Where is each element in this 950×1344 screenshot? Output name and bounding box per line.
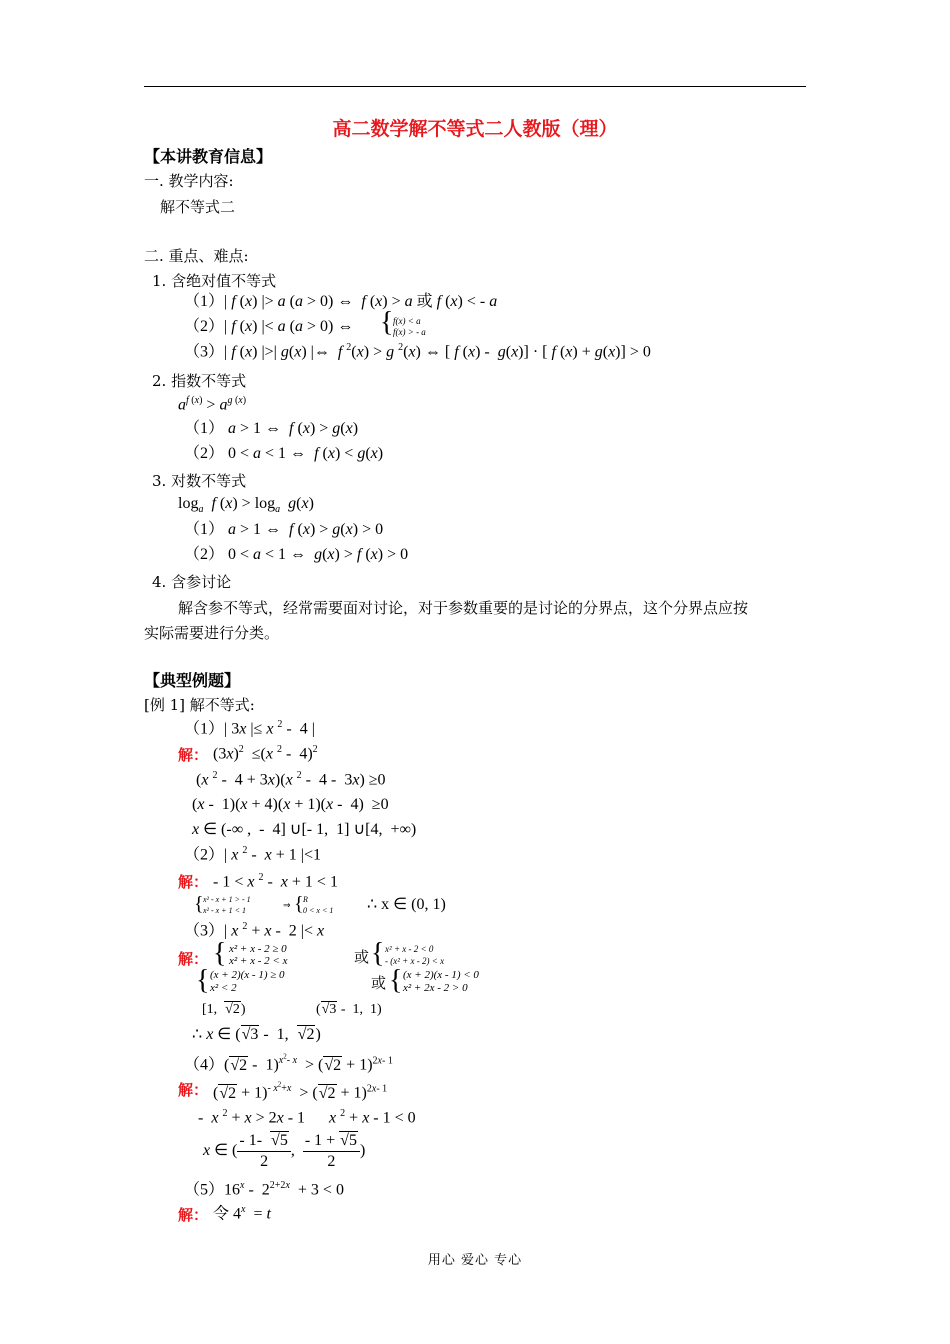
system-brace: {: [389, 965, 403, 996]
solution-label: 解：: [178, 950, 209, 968]
solution-step: - 1 < x $^2$ - x + 1 < 1: [213, 872, 338, 891]
abs-rule-3: （3）| f (x) |>| g(x) |⇔ f $^2$(x) > g $^2$(x) ⇔ [ f (x) - g(x)] · [ f (x) + g(x)] > 0: [184, 342, 651, 361]
problem-3: （3）| x $^2$ + x - 2 |< x: [184, 921, 325, 940]
param-discussion-text: 解含参不等式，经常需要面对讨论，对于参数重要的是讨论的分界点，这个分界点应按: [178, 599, 749, 617]
system-line: - (x² + x - 2) < x: [385, 956, 445, 966]
solution-step: $(√2 + 1)^{- x^2+x} > (√2 + 1)^{2x- 1}$: [213, 1081, 388, 1102]
solution-label: 解：: [178, 1206, 209, 1224]
log-inequality: $\log_a f$ $(x) > \log_a g(x)$: [178, 495, 314, 516]
exp-inequality: $a^f$ $^{(x)} > a^g$ $^{(x)}$: [178, 395, 247, 414]
system-line: f(x) > - a: [393, 327, 426, 337]
system-line: x² + x - 2 < 0: [385, 944, 434, 954]
solution-step: - x $^2$ + x > 2x - 1 x $^2$ + x - 1 < 0: [198, 1108, 416, 1127]
system-line: x² + 2x - 2 > 0: [403, 982, 468, 994]
system-brace: {: [294, 893, 304, 915]
topic-4-label: 4. 含参讨论: [152, 573, 232, 591]
key-points-label: 二. 重点、难点:: [144, 247, 249, 265]
exp-case-2: （2） 0 < a < 1 ⇔ f (x) < g(x): [184, 445, 384, 462]
solution-label: 解：: [178, 873, 209, 891]
log-case-2: （2） 0 < a < 1 ⇔ g(x) > f (x) > 0: [184, 546, 409, 563]
system-line: x² + x - 2 ≥ 0: [229, 943, 287, 955]
page-footer: 用心 爱心 专心: [427, 1253, 523, 1268]
abs-rule-2: （2）| f (x) |< a (a > 0) ⇔: [184, 318, 354, 335]
problem-4: $(4)(√2 - 1)^{x^2- x} > (√2 + 1)^{2x- 1}$: [184, 1053, 393, 1074]
solution-step: x ∈ (-∞ , - 4] ∪[- 1, 1] ∪[4, +∞): [192, 821, 417, 838]
section-heading-info: 【本讲教育信息】: [144, 147, 273, 166]
teaching-content: 解不等式二: [160, 198, 236, 216]
topic-2-label: 2. 指数不等式: [152, 372, 247, 390]
solution-step: 令 4$^x$ = t: [213, 1204, 271, 1223]
system-line: f(x) < a: [393, 316, 421, 326]
system-brace: {: [213, 938, 227, 969]
problem-5: $(5)16^x - 2^{2+2x} + 3 < 0$: [184, 1180, 344, 1199]
solution-step: (x - 1)(x + 4)(x + 1)(x - 4) ≥0: [192, 796, 389, 813]
system-brace: {: [196, 965, 210, 996]
log-case-1: （1） a > 1 ⇔ f (x) > g(x) > 0: [184, 521, 384, 538]
teaching-content-label: 一. 教学内容:: [144, 172, 234, 190]
interval: [1, √2): [202, 1002, 246, 1017]
problem-1: （1）| 3x |≤ x $^2$ - 4 |: [184, 719, 315, 738]
or-label: 或: [371, 974, 387, 992]
section-heading-examples: 【典型例题】: [144, 671, 241, 690]
system-brace: {: [371, 938, 385, 969]
or-label: 或: [354, 948, 370, 966]
system-line: x² + x - 2 < x: [229, 955, 288, 967]
system-line: x² - x + 1 > - 1: [203, 895, 251, 904]
system-brace: {: [194, 893, 204, 915]
system-line: (x + 2)(x - 1) ≥ 0: [210, 969, 285, 981]
header-rule: [144, 86, 806, 87]
solution-step: $(3x)^2 \le(x$ $^2$ - 4)$^2$: [213, 744, 318, 763]
solution-result: ∴ x ∈ (0, 1): [367, 896, 446, 913]
implies-arrow-icon: ⇒: [283, 900, 291, 910]
exp-case-1: （1） a > 1 ⇔ f (x) > g(x): [184, 420, 359, 437]
example-label: [例 1] 解不等式:: [144, 696, 255, 714]
system-line: R: [303, 895, 308, 904]
problem-2: （2）| x $^2$ - x + 1 |<1: [184, 845, 322, 864]
solution-step: x ∈ ( $\frac{- 1- √5}{2}$ , $\frac{- 1 + √5}{2}$ ): [203, 1132, 366, 1170]
solution-label: 解：: [178, 1081, 209, 1099]
solution-result: ∴ x ∈ (√3 - 1, √2): [192, 1026, 321, 1043]
solution-label: 解：: [178, 746, 209, 764]
system-line: x² - x + 1 < 1: [203, 906, 246, 915]
system-brace: {: [380, 307, 394, 338]
interval: (√3 - 1, 1): [316, 1002, 382, 1017]
page-title: 高二数学解不等式二人教版（理）: [332, 118, 618, 140]
solution-step: (x $^2$ - 4 + 3x)(x $^2$ - 4 - 3x) ≥0: [196, 770, 386, 789]
system-line: (x + 2)(x - 1) < 0: [403, 969, 479, 981]
topic-3-label: 3. 对数不等式: [152, 472, 247, 490]
system-line: 0 < x < 1: [303, 906, 334, 915]
topic-1-label: 1. 含绝对值不等式: [152, 272, 277, 290]
abs-rule-1: （1）| f (x) |> a (a > 0) ⇔ f (x) > a 或 f (x) < - a: [184, 293, 498, 310]
system-line: x² < 2: [210, 982, 237, 994]
param-discussion-text: 实际需要进行分类。: [144, 624, 280, 642]
